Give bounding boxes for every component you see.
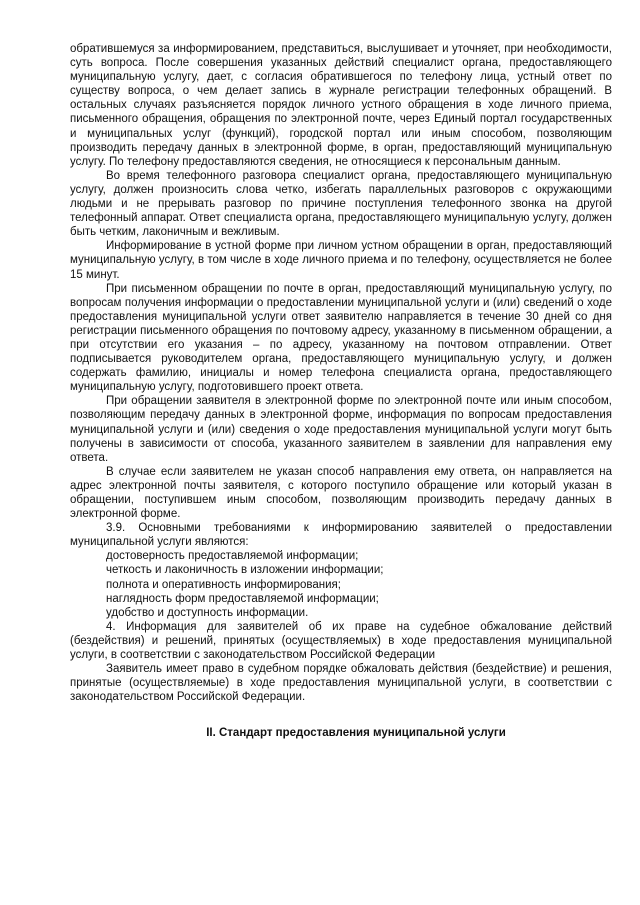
- requirement-item: полнота и оперативность информирования;: [106, 578, 341, 591]
- paragraph-no-method-specified: В случае если заявителем не указан способ направления ему ответа, он направляется на адрес электронной почты заявителя, с которого поступило обращение или который указан в обращении, поступившем иным способом, позволяющим производить передачу данных в электронной форме.: [70, 465, 612, 521]
- requirement-item: удобство и доступность информации.: [106, 606, 309, 619]
- paragraph-written-request: При письменном обращении по почте в орган, предоставляющий муниципальную услугу, по вопросам получения информации о предоставлении муниципальной услуги и (или) сведений о ходе предоставления муниципальной услуги ответ заявителю направляется в течение 30 дней со дня регистрации письменного обращения по почтовому адресу, указанному в письменном обращении, а при отсутствии его указания – по адресу, указанному на почтовом отправлении. Ответ подписывается руководителем органа, предоставляющего муниципальную услугу, и должен содержать фамилию, инициалы и номер телефона специалиста органа, предоставляющего муниципальную услугу, подготовившего проект ответа.: [70, 282, 612, 394]
- requirement-item: четкость и лаконичность в изложении информации;: [106, 564, 384, 577]
- paragraph-appeal-right: Заявитель имеет право в судебном порядке обжаловать действия (бездействие) и решения, принятые (осуществляемые) в ходе предоставления муниципальной услуги, в соответствии с законодательством Российской Федерации.: [70, 663, 612, 704]
- paragraph-continuation: обратившемуся за информированием, представиться, выслушивает и уточняет, при необходимости, суть вопроса. После совершения указанных действий специалист органа, предоставляющего муниципальную услугу, дает, с согласия обратившегося по телефону лица, устный ответ по существу вопроса, о чем делает запись в журнале регистрации телефонных обращений. В остальных случаях разъясняется порядок личного устного обращения в ходе личного приема, письменного обращения, обращения по электронной почте, через Единый портал государственных и муниципальных услуг (функций), городской портал или иным способом, позволяющим производить передачу данных в электронной форме, в орган, предоставляющий муниципальную услугу. По телефону предоставляются сведения, не относящиеся к персональным данным.: [70, 43, 612, 168]
- document-page: [70, 42, 612, 740]
- paragraph-appeal-info: 4. Информация для заявителей об их праве на судебное обжалование действий (бездействия) и решений, принятых (осуществляемых) в ходе предоставления муниципальной услуги, в соответствии с законодательством Российской Федерации: [70, 620, 612, 662]
- paragraph-phone-conversation: Во время телефонного разговора специалист органа, предоставляющего муниципальную услугу, должен произносить слова четко, избегать параллельных разговоров с окружающими людьми и не прерывать разговор по причине поступления телефонного звонка на другой телефонный аппарат. Ответ специалиста органа, предоставляющего муниципальную услугу, должен быть четким, лаконичным и вежливым.: [70, 169, 612, 239]
- requirement-item: наглядность форм предоставляемой информации;: [106, 592, 379, 605]
- paragraph-electronic-request: При обращении заявителя в электронной форме по электронной почте или иным способом, позволяющим передачу данных в электронной форме, информация по вопросам предоставления муниципальной услуги и (или) сведения о ходе предоставления муниципальной услуги могут быть получены в зависимости от способа, указанного заявителем в заявлении для направления ему ответа.: [70, 395, 612, 464]
- requirement-item: достоверность предоставляемой информации;: [106, 550, 359, 563]
- paragraph-oral-informing: Информирование в устной форме при личном устном обращении в орган, предоставляющий муниципальную услугу, в том числе в ходе личного приема и по телефону, осуществляется не более 15 минут.: [70, 240, 612, 281]
- paragraph-requirements-intro: 3.9. Основными требованиями к информированию заявителей о предоставлении муниципальной услуги являются:: [70, 522, 612, 549]
- section-heading: II. Стандарт предоставления муниципальной услуги: [206, 727, 506, 740]
